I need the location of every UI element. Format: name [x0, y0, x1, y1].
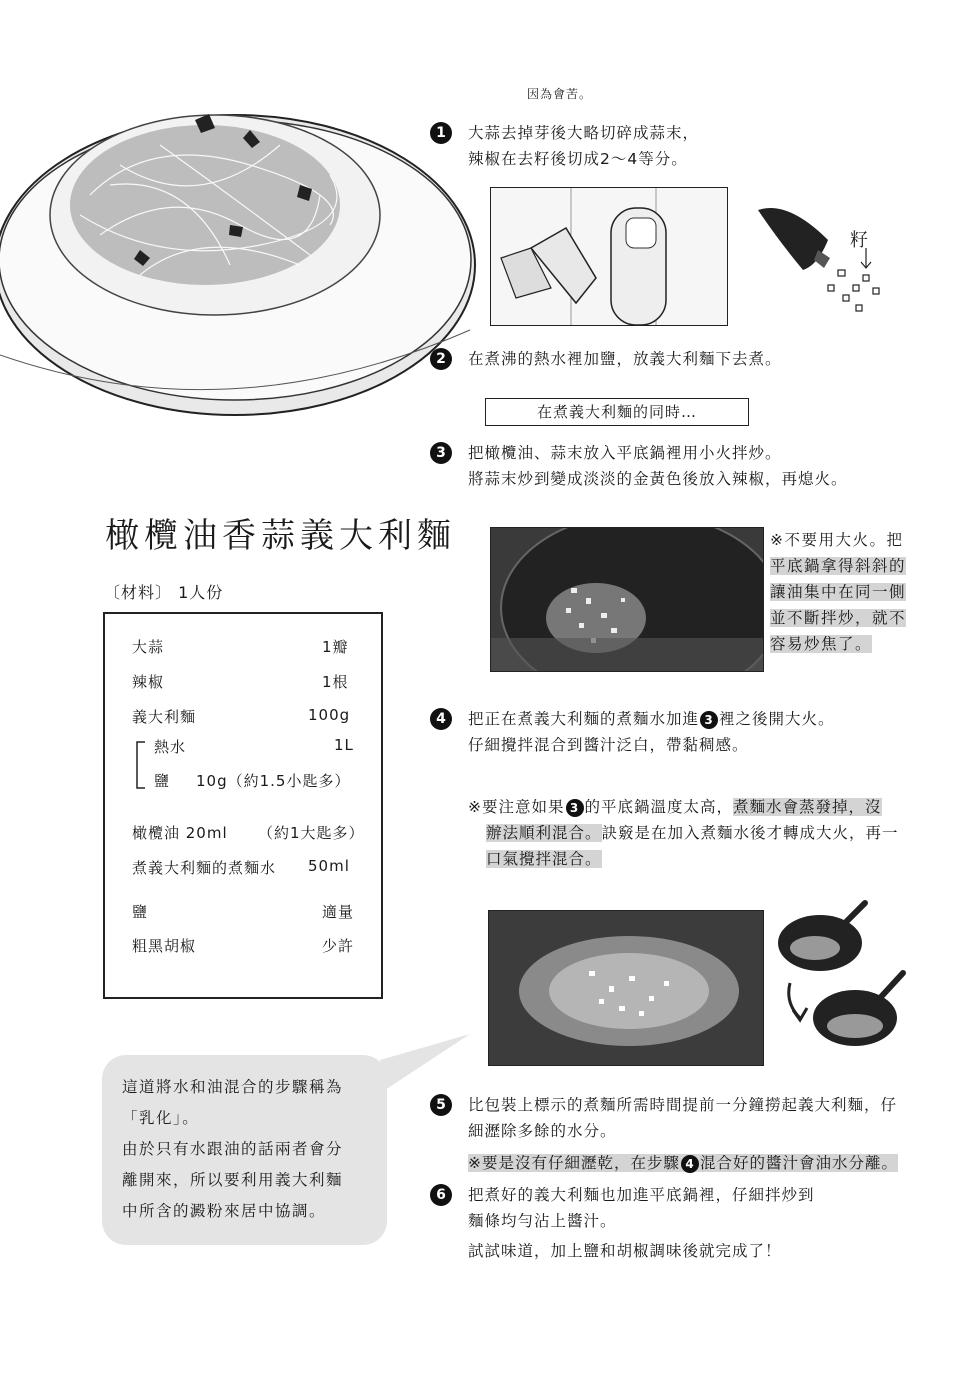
seed-label: 籽: [850, 230, 868, 251]
page-title: 橄欖油香蒜義大利麵: [105, 516, 456, 556]
ingredient-name: 義大利麵: [132, 708, 197, 726]
step-1-line-1: 大蒜去掉芽後大略切碎成蒜末，: [468, 124, 700, 142]
step-5-badge: 5: [430, 1094, 452, 1116]
ingredient-name: 鹽: [132, 903, 149, 921]
ingredient-qty: 1瓣: [322, 638, 349, 656]
step-4-note-line-3: 口氣攪拌混合。: [486, 850, 602, 868]
bubble-text: 這道將水和油混合的步驟稱為 「乳化」。 由於只有水跟油的話兩者會分 離開來，所以要利用義大利麵 中所含的澱粉來居中協調。: [122, 1078, 344, 1220]
ingredient-qty: 1根: [322, 673, 349, 691]
step-3-line-2: 將蒜末炒到變成淡淡的金黃色後放入辣椒，再熄火。: [468, 470, 848, 488]
step-4-line-2: 仔細攪拌混合到醬汁泛白，帶黏稠感。: [468, 736, 749, 754]
bubble-tail: [380, 1030, 480, 1100]
ingredient-qty: 50ml: [308, 857, 350, 875]
step-ref-badge: 3: [566, 799, 584, 817]
step-6-line-1: 把煮好的義大利麵也加進平底鍋裡，仔細拌炒到: [468, 1186, 815, 1204]
step-ref-badge: 3: [700, 711, 718, 729]
ingredient-qty: 少許: [322, 937, 355, 955]
ingredient-name: 辣椒: [132, 673, 165, 691]
step-3-badge: 3: [430, 442, 452, 464]
ingredient-name: 熱水: [154, 738, 187, 756]
note-bitter: 因為會苦。: [527, 87, 593, 101]
step-ref-badge: 4: [681, 1155, 699, 1173]
step-1-line-2: 辣椒在去籽後切成2～4等分。: [468, 150, 688, 168]
ingredient-name: 鹽: [154, 772, 171, 790]
step-4-note-line-2: 辦法順利混合。訣竅是在加入煮麵水後才轉成大火，再一: [486, 824, 899, 842]
pasta-plate-illustration: [0, 75, 480, 430]
step-3-line-1: 把橄欖油、蒜末放入平底鍋裡用小火拌炒。: [468, 444, 782, 462]
step-4-note-line-1: ※要注意如果 3 的平底鍋溫度太高，煮麵水會蒸發掉，沒: [468, 798, 882, 816]
step-6-badge: 6: [430, 1184, 452, 1206]
pan-garlic-photo: [490, 527, 764, 672]
ingredient-qty: 適量: [322, 903, 355, 921]
step-2-badge: 2: [430, 348, 452, 370]
bracket-icon: [133, 740, 149, 790]
ingredient-qty: 100g: [308, 706, 351, 724]
ingredient-qty: （約1大匙多）: [258, 824, 365, 842]
step-5-note: ※要是沒有仔細瀝乾，在步驟 4 混合好的醬汁會油水分離。: [468, 1154, 899, 1172]
step-5-line-1: 比包裝上標示的煮麵所需時間提前一分鐘撈起義大利麵，仔: [468, 1096, 898, 1114]
step-2-line-1: 在煮沸的熱水裡加鹽，放義大利麵下去煮。: [468, 350, 782, 368]
step-6-line-3: 試試味道，加上鹽和胡椒調味後就完成了！: [468, 1242, 782, 1260]
ingredients-header: 〔材料〕 1人份: [104, 583, 224, 602]
chili-seeds-illustration: [748, 190, 908, 320]
ingredient-qty: 10g（約1.5小匙多）: [196, 772, 351, 790]
ingredient-name: 粗黑胡椒: [132, 937, 197, 955]
ingredient-qty: 1L: [334, 736, 354, 754]
ingredient-name: 大蒜: [132, 638, 165, 656]
meanwhile-box: 在煮義大利麵的同時…: [485, 398, 749, 426]
ingredient-name: 橄欖油 20ml: [132, 824, 228, 842]
tilted-pans-illustration: [775, 898, 925, 1058]
emulsion-pan-photo: [488, 910, 764, 1066]
step-4-badge: 4: [430, 708, 452, 730]
step-6-line-2: 麵條均勻沾上醬汁。: [468, 1212, 617, 1230]
garlic-cutting-illustration: [490, 187, 728, 326]
step-4-line-1: 把正在煮義大利麵的煮麵水加進 3 裡之後開大火。: [468, 710, 835, 728]
step-5-line-2: 細瀝除多餘的水分。: [468, 1122, 617, 1140]
ingredient-name: 煮義大利麵的煮麵水: [132, 859, 277, 877]
step-3-note: ※不要用大火。把 平底鍋拿得斜斜的 讓油集中在同一側 並不斷拌炒，就不 容易炒焦了。: [770, 531, 907, 653]
step-1-badge: 1: [430, 122, 452, 144]
